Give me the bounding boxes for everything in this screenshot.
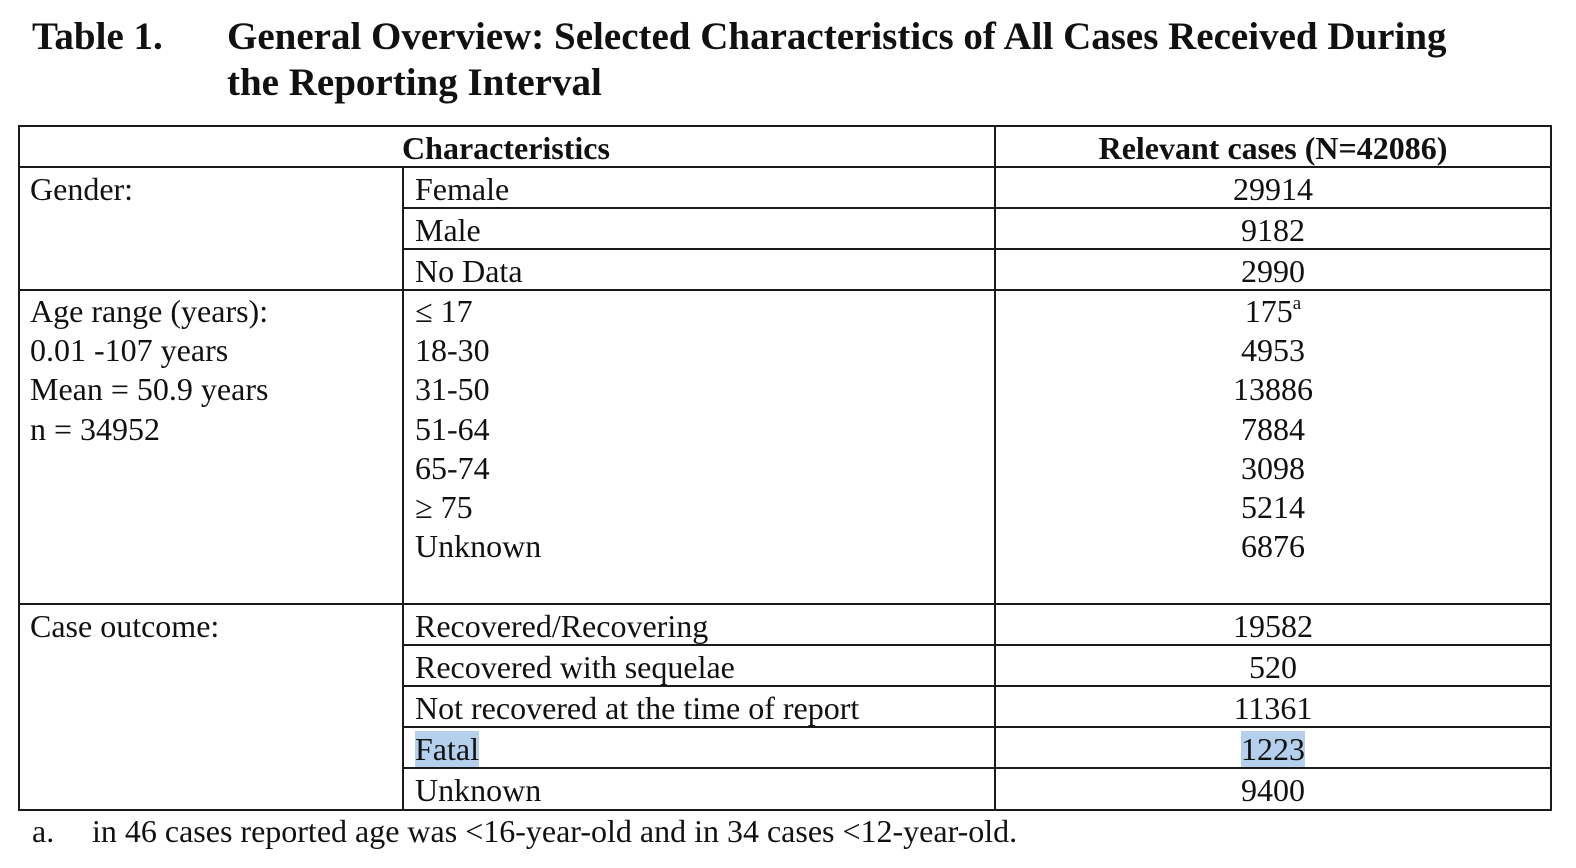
value-age-unknown: 6876: [1241, 528, 1305, 564]
category-male: Male: [415, 212, 481, 248]
column-divider-values: [994, 125, 996, 811]
value-age-18-30: 4953: [1241, 332, 1305, 368]
category-not-recovered: Not recovered at the time of report: [415, 690, 860, 726]
value-age-17-or-less-number: 175: [1244, 293, 1293, 329]
footnote-mark: a.: [32, 813, 55, 849]
category-age-51-64: 51-64: [415, 411, 490, 447]
header-divider: [18, 166, 1552, 168]
value-recovered-with-sequelae: 520: [1249, 649, 1297, 685]
table-title-line-1: General Overview: Selected Characteristics of All Cases Received During: [227, 15, 1447, 58]
column-divider-characteristics: [402, 166, 404, 811]
value-male: 9182: [1241, 212, 1305, 248]
footnote-marker-a: a: [1292, 293, 1302, 314]
group-divider: [18, 289, 1552, 291]
value-fatal[interactable]: [994, 730, 1552, 769]
value-no-data: 2990: [1241, 253, 1305, 289]
table-number: Table 1.: [32, 15, 163, 58]
table-border-left: [18, 125, 20, 811]
category-age-unknown: Unknown: [415, 528, 542, 564]
age-count-note: n = 34952: [30, 411, 161, 447]
row-divider: [402, 767, 1552, 769]
value-age-17-or-less: [994, 292, 1552, 331]
value-outcome-unknown: 9400: [1241, 772, 1305, 808]
table-border-top: [18, 125, 1552, 127]
row-divider: [402, 726, 1552, 728]
row-divider: [402, 685, 1552, 687]
table-title: [227, 14, 1547, 106]
age-span-note: 0.01 -107 years: [30, 332, 229, 368]
selected-text-fatal-value[interactable]: 1223: [1241, 731, 1305, 767]
value-age-65-74: 3098: [1241, 450, 1305, 486]
header-relevant-cases: Relevant cases (N=42086): [1098, 130, 1448, 166]
category-no-data: No Data: [415, 253, 523, 289]
row-divider: [402, 248, 1552, 250]
value-not-recovered: 11361: [1233, 690, 1313, 726]
category-age-18-30: 18-30: [415, 332, 490, 368]
category-recovered-with-sequelae: Recovered with sequelae: [415, 649, 735, 685]
row-divider: [402, 644, 1552, 646]
category-outcome-unknown: Unknown: [415, 772, 542, 808]
selected-text-fatal[interactable]: Fatal: [415, 731, 479, 767]
value-female: 29914: [1233, 171, 1313, 207]
value-recovered: 19582: [1233, 608, 1313, 644]
row-divider: [402, 207, 1552, 209]
category-age-31-50: 31-50: [415, 371, 490, 407]
footnote-text: in 46 cases reported age was <16-year-old and in 34 cases <12-year-old.: [92, 813, 1018, 849]
category-recovered: Recovered/Recovering: [415, 608, 709, 644]
category-female: Female: [415, 171, 510, 207]
table-title-line-2: the Reporting Interval: [227, 61, 602, 104]
characteristics-table: [18, 125, 1552, 811]
category-fatal[interactable]: [415, 730, 479, 769]
value-age-75-or-more: 5214: [1241, 489, 1305, 525]
group-label-gender: Gender:: [30, 171, 134, 207]
group-divider: [18, 603, 1552, 605]
category-age-17-or-less: ≤ 17: [415, 293, 473, 329]
value-age-31-50: 13886: [1233, 371, 1313, 407]
value-age-51-64: 7884: [1241, 411, 1305, 447]
group-label-case-outcome: Case outcome:: [30, 608, 220, 644]
header-characteristics: Characteristics: [402, 130, 610, 166]
category-age-65-74: 65-74: [415, 450, 490, 486]
group-label-age-range: Age range (years):: [30, 293, 269, 329]
age-mean-note: Mean = 50.9 years: [30, 371, 269, 407]
table-border-right: [1550, 125, 1552, 811]
category-age-75-or-more: ≥ 75: [415, 489, 473, 525]
